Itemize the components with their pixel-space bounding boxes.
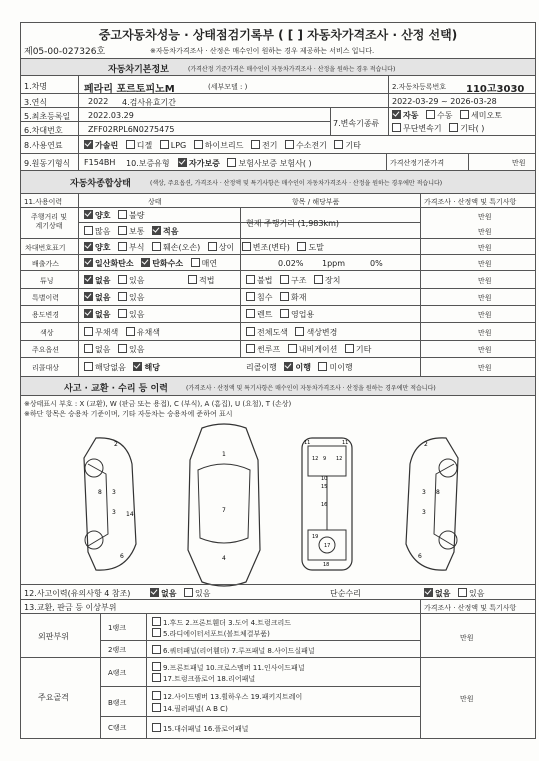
odometer-value: 현재 주행거리 (1,983km) (246, 219, 340, 228)
rank-1-line-2-text: 5.라디에이터서포트(볼트체결부품) (163, 630, 270, 638)
basic-section-title: 자동차기본정보 (108, 65, 169, 75)
rank-2-label: 2랭크 (108, 646, 126, 654)
svg-text:8: 8 (436, 489, 440, 496)
rule (100, 613, 101, 738)
meter-good-checkbox[interactable] (84, 210, 93, 219)
price-unit-9: 만원 (478, 346, 492, 354)
trans-opt-cvt: 무단변속기 (403, 124, 442, 133)
usechange-business: 영업용 (291, 310, 315, 319)
major-frame-label: 주요골격 (38, 693, 69, 702)
svg-text:3: 3 (112, 489, 116, 496)
odometer-label: 주행거리 및 계기상태 (30, 213, 68, 230)
rule (20, 657, 536, 658)
meter-bad: 불량 (129, 211, 145, 220)
emission-smoke-checkbox[interactable] (191, 258, 200, 267)
rule (330, 107, 331, 135)
recall-yes: 해당 (144, 363, 160, 372)
price-unit-3: 만원 (478, 244, 492, 252)
emission-smoke-value: 0% (370, 259, 383, 268)
trans-label: 7.변속기종류 (333, 119, 380, 128)
svg-text:8: 8 (98, 489, 102, 496)
overall-section-note: (색상, 주요옵션, 가격조사 · 산정액 및 특기사항은 매수인이 자동차가격조사 · 산정을 원하는 경우에만 적습니다) (150, 180, 443, 187)
rule (20, 207, 536, 208)
simple-repair-options (424, 588, 484, 599)
rule (20, 613, 536, 614)
price-unit-2: 만원 (478, 228, 492, 236)
parts-label: 13.교환, 판금 등 이상부위 (24, 603, 117, 612)
vin-painted-checkbox[interactable] (297, 242, 306, 251)
fuel-diesel-checkbox[interactable] (126, 140, 135, 149)
svg-text:9: 9 (323, 456, 327, 462)
trans-opt-manual: 수동 (437, 111, 453, 120)
tuning-illegal: 불법 (257, 276, 273, 285)
rule (20, 288, 536, 289)
emission-options (84, 258, 217, 269)
rule (388, 75, 389, 107)
svg-text:4: 4 (222, 555, 226, 562)
svg-text:1: 1 (222, 451, 226, 458)
simple-none: 없음 (435, 589, 451, 598)
svg-text:18: 18 (323, 562, 330, 568)
service-notice: ※자동차가격조사 · 산정은 매수인이 원하는 경우 제공하는 서비스 입니다. (150, 47, 375, 55)
mileage-normal: 보통 (129, 227, 145, 236)
tuning-yes-checkbox[interactable] (118, 275, 127, 284)
rule (100, 640, 420, 641)
trans-auto-checkbox[interactable] (392, 110, 401, 119)
overall-section-title: 자동차종합상태 (70, 179, 131, 189)
svg-text:3: 3 (422, 489, 426, 496)
item-header: 항목 / 해당부품 (292, 198, 340, 206)
simple-yes-checkbox[interactable] (458, 588, 467, 597)
usechange-none-checkbox[interactable] (84, 309, 93, 318)
recall-done-checkbox[interactable] (284, 362, 293, 371)
price-basis-unit: 만원 (512, 159, 526, 167)
trans-opt-auto: 자동 (403, 111, 419, 120)
price-unit-7: 만원 (478, 311, 492, 319)
trans-semi-checkbox[interactable] (460, 110, 469, 119)
rule (468, 153, 469, 170)
rule (20, 584, 536, 585)
mileage-high: 많음 (95, 227, 111, 236)
rank-a-line-2[interactable] (152, 673, 255, 684)
vin-altered: 변조(변타) (252, 243, 290, 252)
vin-damage-checkbox[interactable] (152, 242, 161, 251)
fuel-opt-diesel: 디젤 (136, 141, 153, 150)
tuning-label: 튜닝 (40, 277, 54, 285)
recall-notdone-checkbox[interactable] (318, 362, 327, 371)
recall-na-checkbox[interactable] (84, 362, 93, 371)
price-unit-1: 만원 (478, 213, 492, 221)
color-fullpaint: 전체도색 (257, 328, 288, 337)
options-yes-checkbox[interactable] (118, 344, 127, 353)
rule (20, 75, 536, 76)
main-options (84, 344, 144, 355)
legend-line-2: ※하단 항목은 승용차 기준이며, 기타 자동차는 승용차에 준하여 표시 (24, 410, 233, 418)
frame-bottom (20, 738, 536, 739)
firstreg-value: 2022.03.29 (88, 111, 134, 120)
period-value: 2022-03-29 ~ 2026-03-28 (392, 97, 497, 106)
major-price-unit: 만원 (460, 695, 474, 703)
usage-header: 11.사용이력 (24, 198, 63, 206)
usechange-detail-options (246, 309, 314, 320)
tuning-yes: 있음 (129, 276, 145, 285)
warranty-opt-insurer: 보험사보증 (238, 159, 278, 168)
fuel-lpg-checkbox[interactable] (160, 140, 169, 149)
regno-value: 110고3030 (466, 84, 525, 95)
navigation: 내비게이션 (298, 345, 338, 354)
tuning-structure: 구조 (291, 276, 307, 285)
rank-c-label: C랭크 (108, 724, 127, 732)
svg-text:3: 3 (112, 509, 116, 516)
recall-notdone: 미이행 (329, 363, 353, 372)
sunroof-checkbox[interactable] (246, 344, 255, 353)
warranty-options (178, 158, 312, 169)
rule (146, 613, 147, 738)
tuning-legal-checkbox[interactable] (188, 275, 197, 284)
rule (20, 193, 536, 194)
state-header: 상태 (148, 198, 162, 206)
vin-value: ZFF02RPL6N0275475 (88, 125, 175, 134)
color-achromatic-checkbox[interactable] (84, 327, 93, 336)
emission-label: 배출가스 (32, 260, 60, 268)
car-frame-diagram (292, 434, 362, 574)
svg-text:2: 2 (114, 441, 118, 448)
usechange-label: 용도변경 (32, 311, 60, 319)
tuning-illegal-checkbox[interactable] (246, 275, 255, 284)
recall-options (84, 362, 160, 373)
rule (20, 322, 536, 323)
rank-b-line-1[interactable] (152, 691, 302, 702)
vin-mark-options (84, 242, 324, 253)
fuel-label: 8.사용연료 (24, 141, 63, 150)
fuel-opt-hybrid: 하이브리드 (204, 141, 244, 150)
regno-label: 2.자동차등록번호 (392, 83, 447, 91)
svg-text:14: 14 (126, 511, 134, 518)
car-top-view-diagram (178, 420, 270, 590)
vin-label: 6.차대번호 (24, 126, 63, 135)
car-left-side-diagram (66, 434, 146, 574)
price-basis-label: 가격산정기준가격 (390, 159, 445, 167)
rule (78, 193, 79, 376)
rule (78, 75, 79, 170)
emission-co-checkbox[interactable] (84, 258, 93, 267)
rank-c-line-1-text: 15.대쉬패널 16.플로어패널 (163, 725, 249, 733)
tuning-legal-option (188, 275, 214, 286)
recall-label: 리콜대상 (32, 364, 60, 372)
rule (20, 107, 536, 108)
vin-good: 양호 (95, 243, 111, 252)
vin-painted: 도말 (308, 243, 324, 252)
options-etc: 기타 (355, 345, 372, 354)
warranty-opt-insurer-name: 보험사( ) (279, 159, 312, 168)
usechange-yes: 있음 (129, 310, 145, 319)
simple-repair-label: 단순수리 (330, 589, 361, 598)
page-title: 중고자동차성능 · 상태점검기록부 ( [ ] 자동차가격조사 · 산정 선택) (98, 28, 458, 42)
options-label: 주요옵션 (32, 346, 60, 354)
emission-smoke: 매연 (201, 259, 218, 268)
rule (20, 340, 536, 341)
rule (20, 153, 536, 154)
svg-text:12: 12 (312, 456, 319, 462)
vin-good-checkbox[interactable] (84, 242, 93, 251)
special-fire-checkbox[interactable] (280, 292, 289, 301)
rule (20, 599, 536, 600)
fuel-opt-hydrogen: 수소전기 (295, 141, 327, 150)
trans-manual-checkbox[interactable] (426, 110, 435, 119)
rule (100, 716, 420, 717)
usechange-none: 없음 (95, 310, 111, 319)
fuel-opt-etc: 기타 (345, 141, 361, 150)
special-fire: 화재 (291, 293, 307, 302)
usechange-yes-checkbox[interactable] (118, 309, 127, 318)
meter-good: 양호 (95, 211, 111, 220)
rank-a-label: A랭크 (108, 669, 127, 677)
svg-text:6: 6 (418, 553, 422, 560)
options-etc-checkbox[interactable] (345, 344, 354, 353)
name-detail: (세부모델 : ) (208, 83, 248, 91)
year-label: 3.연식 (24, 98, 48, 107)
rank-a-line-1-text: 9.프론트패널 10.크로스멤버 11.인사이드패널 (163, 664, 305, 672)
emission-co: 일산화탄소 (95, 259, 134, 268)
price-unit-6: 만원 (478, 294, 492, 302)
price-unit-10: 만원 (478, 364, 492, 372)
svg-text:10: 10 (321, 476, 328, 482)
tuning-device-checkbox[interactable] (314, 275, 323, 284)
rank-1-line-2[interactable] (152, 628, 270, 639)
vin-mark-label: 차대번호표기 (25, 244, 66, 252)
special-detail-options (246, 292, 306, 303)
color-chromatic-checkbox[interactable] (126, 327, 135, 336)
usechange-rent-checkbox[interactable] (246, 309, 255, 318)
rule (420, 193, 421, 376)
rank-a-line-2-text: 17.트렁크플로어 18.리어패널 (163, 675, 256, 683)
options-yes: 있음 (129, 345, 145, 354)
name-value: 페라리 포르토피노M (84, 84, 175, 95)
recall-na: 해당없음 (95, 363, 126, 372)
special-yes: 있음 (129, 293, 145, 302)
year-value: 2022 (88, 97, 109, 106)
fuel-opt-lpg: LPG (170, 141, 187, 150)
svg-text:2: 2 (424, 441, 428, 448)
outer-panel-label: 외판부위 (38, 632, 69, 641)
svg-text:19: 19 (312, 534, 319, 540)
accident-section-note: (가격조사 · 산정액 및 특기사항은 매수인이 자동차가격조사 · 산정을 원하는 경우에만 적습니다) (186, 385, 436, 392)
history-none: 없음 (161, 589, 177, 598)
mileage-level-options (84, 226, 179, 237)
outer-price-unit: 만원 (460, 634, 474, 642)
recall-done-label: 리콜이행 (246, 363, 277, 372)
engine-value: F154BH (84, 158, 116, 167)
special-flood-checkbox[interactable] (246, 292, 255, 301)
svg-text:6: 6 (120, 553, 124, 560)
history-options (150, 588, 210, 599)
rule (20, 135, 536, 136)
fuel-options (84, 140, 361, 151)
emission-co-value: 0.02% (278, 259, 304, 268)
engine-label: 9.원동기형식 (24, 159, 71, 168)
svg-text:16: 16 (321, 502, 328, 508)
color-detail-options (246, 327, 337, 338)
rank-1-label: 1랭크 (108, 624, 126, 632)
history-yes-checkbox[interactable] (184, 588, 193, 597)
fuel-opt-gasoline: 가솔린 (95, 141, 119, 150)
fuel-hydrogen-checkbox[interactable] (285, 140, 294, 149)
mileage-low: 적음 (163, 227, 179, 236)
fuel-hybrid-checkbox[interactable] (194, 140, 203, 149)
price-unit-8: 만원 (478, 329, 492, 337)
emission-hc: 탄화수소 (152, 259, 184, 268)
svg-text:7: 7 (222, 507, 226, 514)
parts-price-header: 가격조사 · 산정액 및 특기사항 (424, 604, 517, 612)
meter-bad-checkbox[interactable] (118, 210, 127, 219)
navigation-checkbox[interactable] (288, 344, 297, 353)
frame-top (20, 22, 536, 23)
fuel-gasoline-checkbox[interactable] (84, 140, 93, 149)
tuning-device: 장치 (325, 276, 341, 285)
basic-section-note: (가격산정 기준가격은 매수인이 자동차가격조사 · 산정을 원하는 경우 적습니다) (188, 66, 396, 73)
svg-text:17: 17 (324, 543, 331, 549)
recall-done-options (246, 362, 353, 373)
rank-c-line-1[interactable] (152, 723, 248, 734)
rule (20, 357, 536, 358)
firstreg-label: 5.최초등록일 (24, 112, 71, 121)
trans-row-2 (392, 123, 484, 134)
trans-etc-checkbox[interactable] (449, 123, 458, 132)
vin-diff: 상이 (218, 243, 235, 252)
rule (20, 254, 536, 255)
svg-text:12: 12 (336, 456, 343, 462)
period-label: 4.검사유효기간 (122, 98, 177, 107)
rank-1-line-1[interactable] (152, 617, 291, 628)
trans-opt-etc: 기타( ) (460, 124, 485, 133)
vin-corrosion-checkbox[interactable] (118, 242, 127, 251)
rank-b-line-1-text: 12.사이드멤버 13.휠하우스 19.패키지트레이 (163, 693, 303, 701)
mileage-low-checkbox[interactable] (152, 226, 161, 235)
warranty-self-checkbox[interactable] (178, 158, 187, 167)
rank-b-label: B랭크 (108, 699, 127, 707)
fuel-electric-checkbox[interactable] (251, 140, 260, 149)
recall-done: 이행 (295, 363, 311, 372)
history-label: 12.사고이력(유의사항 4 참조) (24, 589, 131, 598)
trans-opt-semi: 세미오토 (471, 111, 502, 120)
emission-hc-checkbox[interactable] (141, 258, 150, 267)
rule (20, 238, 536, 239)
rank-1-line-1-text: 1.후드 2.프론트휀더 3.도어 4.트렁크리드 (163, 619, 292, 627)
history-none-checkbox[interactable] (150, 588, 159, 597)
car-right-side-diagram (396, 434, 476, 574)
overall-price-header: 가격조사 · 산정액 및 특기사항 (424, 198, 517, 206)
tuning-structure-checkbox[interactable] (280, 275, 289, 284)
special-none: 없음 (95, 293, 111, 302)
document-number: 제05-00-027326호 (24, 47, 106, 57)
svg-text:3: 3 (422, 509, 426, 516)
warranty-opt-self: 자가보증 (189, 159, 220, 168)
usechange-business-checkbox[interactable] (280, 309, 289, 318)
options-none: 없음 (95, 345, 111, 354)
color-change: 색상변경 (306, 328, 338, 337)
color-achromatic: 무채색 (95, 328, 119, 337)
emission-hc-value: 1ppm (322, 259, 346, 268)
rule (20, 270, 536, 271)
color-label: 색상 (40, 329, 54, 337)
tuning-none-checkbox[interactable] (84, 275, 93, 284)
history-yes: 있음 (195, 589, 211, 598)
special-yes-checkbox[interactable] (118, 292, 127, 301)
simple-yes: 있음 (469, 589, 485, 598)
recall-yes-checkbox[interactable] (133, 362, 142, 371)
price-unit-5: 만원 (478, 277, 492, 285)
legend-line-1: ※상태표시 부호 : X (교환), W (판금 또는 용접), C (부식), A (흠집), U (요철), T (손상) (24, 400, 292, 408)
rank-b-line-2[interactable] (152, 703, 228, 714)
vin-corrosion: 부식 (129, 243, 145, 252)
usechange-rent: 렌트 (257, 310, 273, 319)
frame-right (535, 22, 536, 738)
options-none-checkbox[interactable] (84, 344, 93, 353)
simple-none-checkbox[interactable] (424, 588, 433, 597)
fuel-opt-electric: 전기 (261, 141, 278, 150)
vin-damage: 훼손(오손) (163, 243, 201, 252)
warranty-label: 10.보증유형 (126, 159, 170, 168)
svg-text:11: 11 (342, 440, 349, 446)
vin-diff-checkbox[interactable] (208, 242, 217, 251)
svg-text:15: 15 (321, 484, 328, 490)
svg-text:11: 11 (304, 440, 311, 446)
accident-section-title: 사고 · 교환 · 수리 등 이력 (64, 384, 168, 394)
rule (388, 107, 389, 135)
tuning-options (84, 275, 144, 286)
rule (20, 395, 536, 396)
name-label: 1.차명 (24, 82, 48, 91)
sunroof: 썬루프 (257, 345, 281, 354)
rule (100, 686, 420, 687)
special-options (84, 292, 144, 303)
tuning-detail-options (246, 275, 341, 286)
rule (386, 153, 387, 170)
usechange-options (84, 309, 144, 320)
color-options (84, 327, 160, 338)
price-unit-4: 만원 (478, 260, 492, 268)
special-label: 특별이력 (32, 294, 60, 302)
options-detail (246, 344, 371, 355)
meter-state-options (84, 210, 144, 221)
rule (20, 305, 536, 306)
vin-altered-checkbox[interactable] (242, 242, 251, 251)
mileage-normal-checkbox[interactable] (118, 226, 127, 235)
mileage-high-checkbox[interactable] (84, 226, 93, 235)
trans-cvt-checkbox[interactable] (392, 123, 401, 132)
special-flood: 침수 (257, 293, 273, 302)
rank-2-line-1[interactable] (152, 645, 315, 656)
color-chromatic: 유채색 (136, 328, 160, 337)
rank-b-line-2-text: 14.필러패널( A B C) (163, 705, 228, 713)
rule (420, 599, 421, 738)
tuning-none: 없음 (95, 276, 111, 285)
tuning-legal: 적법 (199, 276, 215, 285)
rule (240, 207, 241, 357)
rank-a-line-1[interactable] (152, 662, 305, 673)
rank-2-line-1-text: 6.쿼터패널(리어휀더) 7.루프패널 8.사이드실패널 (163, 647, 315, 655)
special-none-checkbox[interactable] (84, 292, 93, 301)
trans-row-1 (392, 110, 502, 121)
warranty-insurer-checkbox[interactable] (227, 158, 236, 167)
fuel-etc-checkbox[interactable] (334, 140, 343, 149)
color-fullpaint-checkbox[interactable] (246, 327, 255, 336)
color-change-checkbox[interactable] (295, 327, 304, 336)
